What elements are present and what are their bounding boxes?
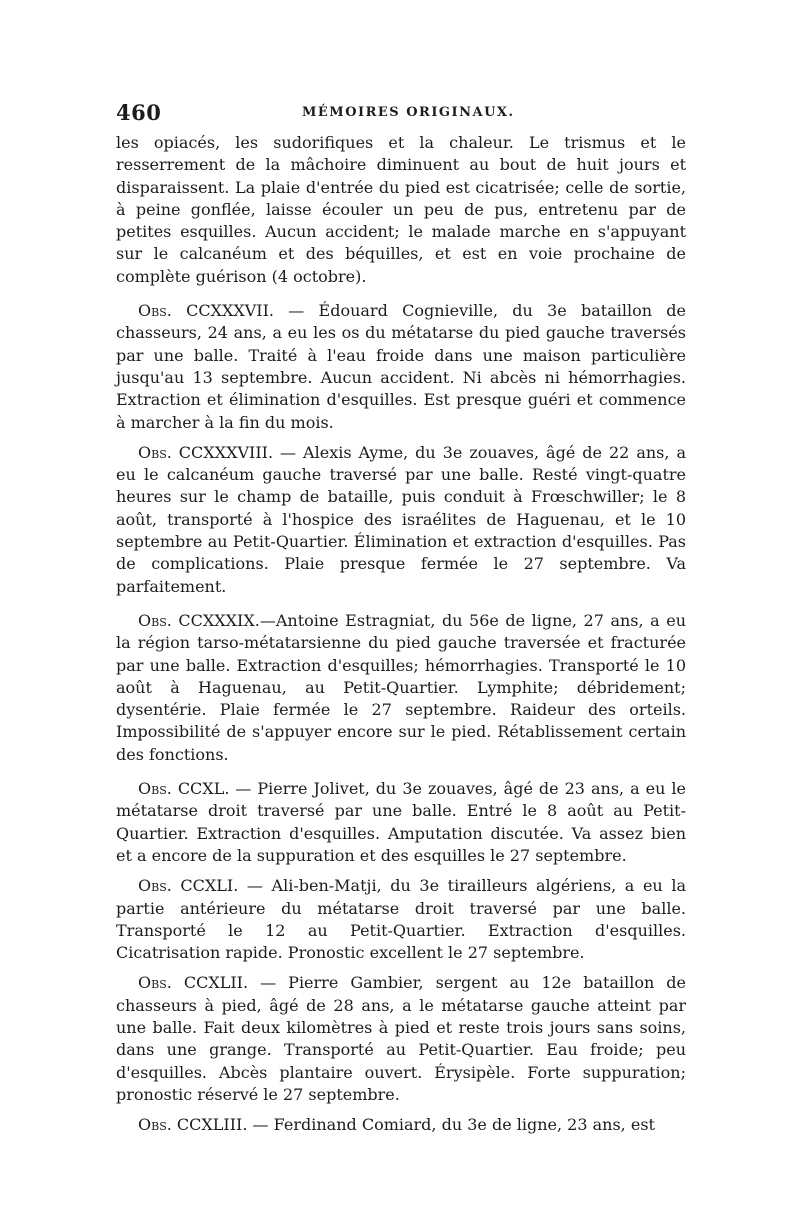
paragraph-continuation — [116, 132, 686, 288]
observation-237 — [116, 300, 686, 434]
observation-text: Ferdinand Comiard, du 3e de ligne, 23 ans, est — [273, 1115, 655, 1135]
observation-label: Obs. CCXXXVII. — — [138, 301, 319, 321]
observation-238 — [116, 442, 686, 598]
observation-label: Obs. CCXXXIX.— — [138, 610, 276, 630]
observation-text: Pierre Gambier, sergent au 12e bataillon de chasseurs à pied, âgé de 28 ans, a le métatarse gauche atteint par une balle. Fait deux kilomètres à pied et reste trois jours sans soins, dans une grange. Transporté au Petit-Quartier. Eau froide; peu d'esquilles. Abcès plantaire ouvert. Érysipèle. Forte suppuration; pronostic réservé le 27 septembre. — [116, 973, 687, 1104]
observation-text: Édouard Cognieville, du 3e bataillon de chasseurs, 24 ans, a eu les os du métatarse du pied gauche traversés par une balle. Traité à l'eau froide dans une maison particulière jusqu'au 13 septembre. Aucun accident. Ni abcès ni hémorrhagies. Extraction et élimination d'esquilles. Est presque guéri et commence à marcher à la fin du mois. — [116, 301, 686, 432]
page — [116, 100, 686, 1136]
observation-239 — [116, 610, 686, 766]
observation-240 — [116, 778, 686, 867]
observation-text: Antoine Estragniat, du 56e de ligne, 27 ans, a eu la région tarso-métatarsienne du pied gauche traversée et fracturée par une balle. Extraction d'esquilles; hémorrhagies. Transporté le 10 août à Haguenau, au Petit-Quartier. Lymphite; débridement; dysentérie. Plaie fermée le 27 septembre. Raideur des orteils. Impossibilité de s'appuyer encore sur le pied. Rétablissement certain des fonctions. — [116, 610, 686, 764]
observation-text: Alexis Ayme, du 3e zouaves, âgé de 22 ans, a eu le calcanéum gauche traversé par une balle. Resté vingt-quatre heures sur le champ de bataille, puis conduit à Frœschwiller; le 8 août, transporté à l'hospice des israélites de Haguenau, et le 10 septembre au Petit-Quartier. Élimination et extraction d'esquilles. Pas de complications. Plaie presque fermée le 27 septembre. Va parfaitement. — [116, 442, 687, 596]
observation-243 — [116, 1114, 686, 1136]
observation-label: Obs. CCXL. — — [138, 779, 258, 799]
observation-label: Obs. CCXLI. — — [138, 876, 272, 896]
observation-label: Obs. CCXLIII. — — [138, 1115, 274, 1135]
page-number: 460 — [116, 100, 162, 125]
observation-text: Pierre Jolivet, du 3e zouaves, âgé de 23 ans, a eu le métatarse droit traversé par une balle. Entré le 8 août au Petit-Quartier. Extraction d'esquilles. Amputation discutée. Va assez bien et a encore de la suppuration et des esquilles le 27 septembre. — [116, 779, 686, 865]
observation-text: Ali-ben-Matji, du 3e tirailleurs algériens, a eu la partie antérieure du métatarse droit traversé par une balle. Transporté le 12 au Petit-Quartier. Extraction d'esquilles. Cicatrisation rapide. Pronostic excellent le 27 septembre. — [116, 876, 686, 963]
paragraph-text: les opiacés, les sudorifiques et la chaleur. Le trismus et le resserrement de la mâchoire diminuent au bout de huit jours et disparaissent. La plaie d'entrée du pied est cicatrisée; celle de sortie, à peine gonflée, laisse écouler un peu de pus, entretenu par de petites esquilles. Aucun accident; le malade marche en s'appuyant sur le calcanéum et des béquilles, et est en voie prochaine de complète guérison (4 octobre). — [116, 133, 686, 286]
running-title: MÉMOIRES ORIGINAUX. — [302, 105, 515, 120]
observation-241 — [116, 875, 686, 964]
running-head — [116, 100, 686, 126]
observation-label: Obs. CCXXXVIII. — — [138, 442, 304, 462]
observation-242 — [116, 972, 686, 1106]
observation-label: Obs. CCXLII. — — [138, 973, 289, 993]
